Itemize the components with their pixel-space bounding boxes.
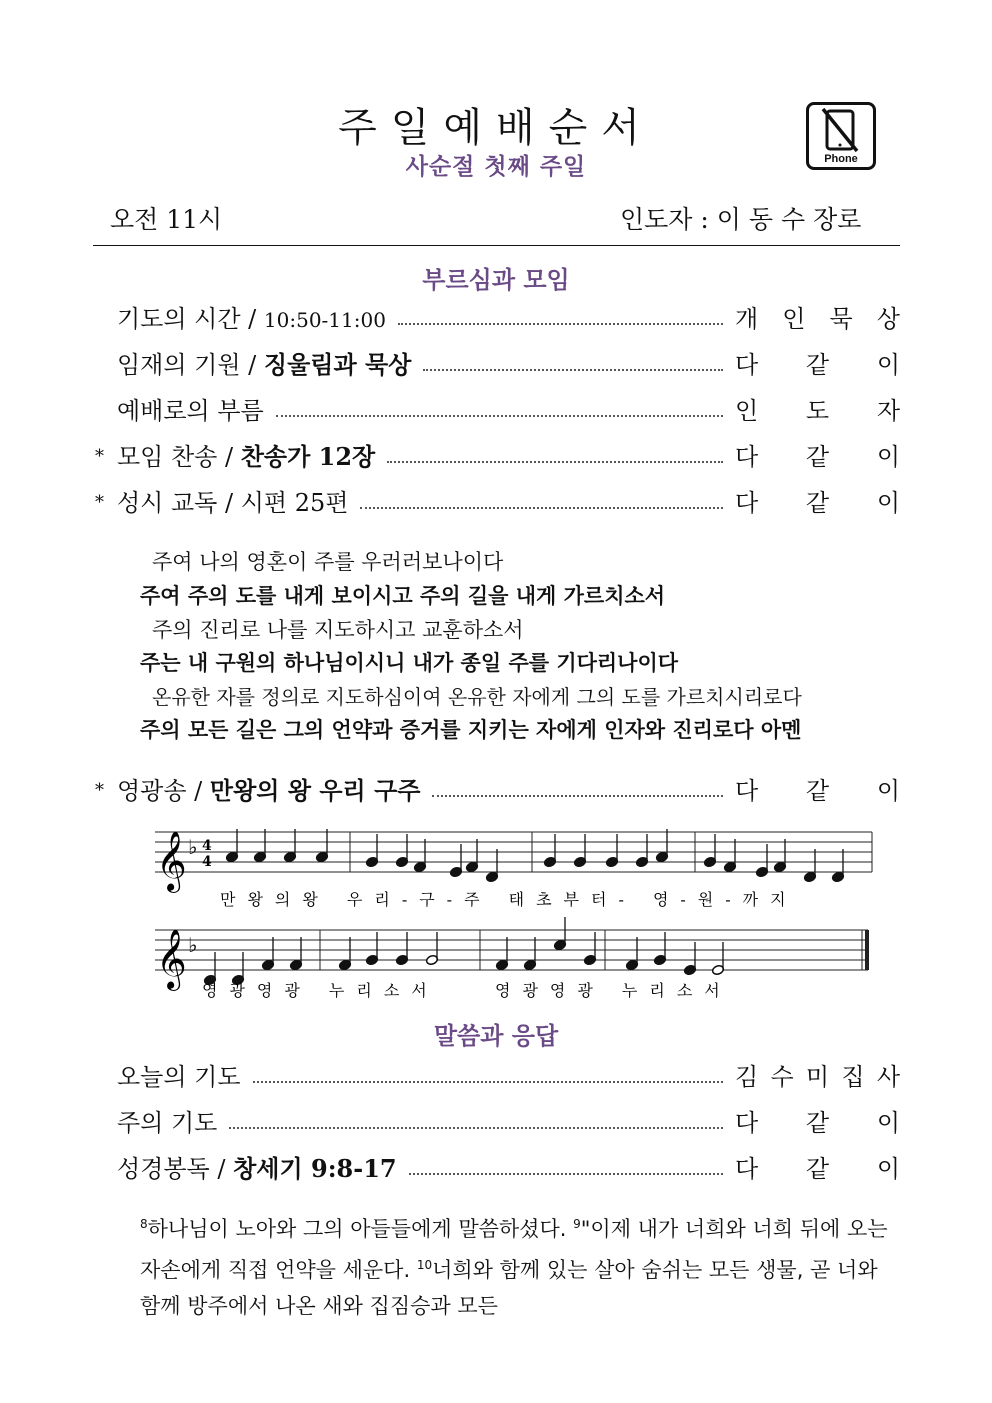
standing-marker: *: [95, 492, 104, 513]
phone-label: Phone: [824, 153, 858, 165]
leader-dots: [398, 323, 723, 325]
order-item: [95, 300, 900, 334]
time-sig-bottom: 4: [202, 854, 212, 870]
leader-dots: [423, 369, 723, 371]
standing-marker: *: [95, 780, 104, 801]
order-item-label: 영광송 / 만왕의 왕 우리 구주: [117, 776, 421, 805]
order-item-response: 인 도 자: [735, 397, 900, 425]
order-item-label: 성경봉독 / 창세기 9:8-17: [117, 1154, 397, 1183]
sheet-music: [150, 820, 880, 1000]
order-item: [95, 772, 900, 806]
order-item-response: 다 같 이: [735, 443, 900, 471]
order-item-label: 예배로의 부름: [117, 397, 264, 425]
section-gathering: 부르심과 모임: [422, 266, 570, 294]
flat-icon: ♭: [188, 835, 198, 859]
leader-dots: [387, 461, 723, 463]
section-word: 말씀과 응답: [433, 1022, 559, 1050]
psalm-line: 온유한 자를 정의로 지도하심이여 온유한 자에게 그의 도를 가르치시리로다: [152, 685, 802, 709]
treble-clef-icon: 𝄞: [156, 929, 187, 989]
notes-row-2: [203, 917, 724, 986]
leader-dots: [276, 415, 723, 417]
standing-marker: *: [95, 446, 104, 467]
order-item-label: 기도의 시간 / 10:50-11:00: [117, 305, 386, 333]
order-item-label: 임재의 기원 / 징울림과 묵상: [117, 350, 412, 379]
leader-dots: [253, 1081, 723, 1083]
service-leader: [620, 200, 861, 236]
leader-dots: [432, 795, 723, 797]
lyrics-line-2a: 영광영광 누리소서: [202, 981, 439, 1000]
verse-number: 8: [140, 1217, 148, 1231]
page-title: 주일예배순서: [338, 105, 654, 151]
order-item-response: 다 같 이: [735, 489, 900, 517]
verse-number: 9: [573, 1217, 581, 1231]
page-subtitle: 사순절 첫째 주일: [405, 154, 587, 180]
order-item-response: 다 같 이: [735, 777, 900, 805]
order-item-response: 김 수 미 집 사: [735, 1063, 900, 1091]
order-item: [95, 1150, 900, 1184]
order-item: [95, 438, 900, 472]
order-item-response: 다 같 이: [735, 1155, 900, 1183]
order-item-label: 주의 기도: [117, 1109, 218, 1137]
order-item: [95, 1104, 900, 1138]
lyrics-line-2b: 영광영광 누리소서: [495, 981, 732, 1000]
order-item: [95, 392, 900, 426]
leader-label: 인도자 :: [620, 205, 709, 234]
order-item-response: 다 같 이: [735, 351, 900, 379]
leader-dots: [409, 1173, 723, 1175]
no-phone-icon: [806, 102, 876, 170]
psalm-line: 주의 모든 길은 그의 언약과 증거를 지키는 자에게 인자와 진리로다 아멘: [140, 718, 802, 742]
order-item-label: 모임 찬송 / 찬송가 12장: [117, 442, 376, 471]
order-item-response: 개 인 묵 상: [735, 305, 900, 333]
order-item: [95, 346, 900, 380]
scripture-text: $^8$하나님이 노아와 그의 아들들에게 말씀하셨다. $^9$"이제 내가 너희와 너희 뒤에 오는 자손에게 직접 언약을 세운다. $^{10}$너희와 함께 있는 살아 숨쉬는 모든 생물, 곧 너와 함께 방주에서 나온 새와 집짐승과 모든: [140, 1217, 888, 1318]
time-sig-top: 4: [202, 838, 212, 854]
service-time: 오전 11시: [110, 205, 223, 234]
order-item: [95, 1058, 900, 1092]
notes-row-1: [225, 829, 844, 883]
verse-number: 10: [416, 1258, 433, 1272]
order-item-response: 다 같 이: [735, 1109, 900, 1137]
lyrics-line-1: 만왕의왕 우리-구-주 태초부터- 영-원-까지: [220, 890, 798, 909]
psalm-line: 주의 진리로 나를 지도하시고 교훈하소서: [152, 618, 524, 642]
music-staff: [155, 930, 868, 970]
order-item: [95, 484, 900, 518]
psalm-line: 주는 내 구원의 하나님이시니 내가 종일 주를 기다리나이다: [140, 651, 679, 675]
leader-name: 이 동 수 장로: [716, 205, 862, 234]
order-item-label: 오늘의 기도: [117, 1063, 241, 1091]
leader-dots: [229, 1127, 723, 1129]
header-divider: [93, 245, 900, 246]
leader-dots: [360, 507, 723, 509]
music-staff: [155, 832, 872, 872]
treble-clef-icon: 𝄞: [156, 831, 187, 891]
order-item-label: 성시 교독 / 시편 25편: [117, 489, 349, 517]
psalm-line: 주여 주의 도를 내게 보이시고 주의 길을 내게 가르치소서: [140, 584, 666, 608]
psalm-line: 주여 나의 영혼이 주를 우러러보나이다: [152, 550, 504, 574]
flat-icon: ♭: [188, 933, 198, 957]
